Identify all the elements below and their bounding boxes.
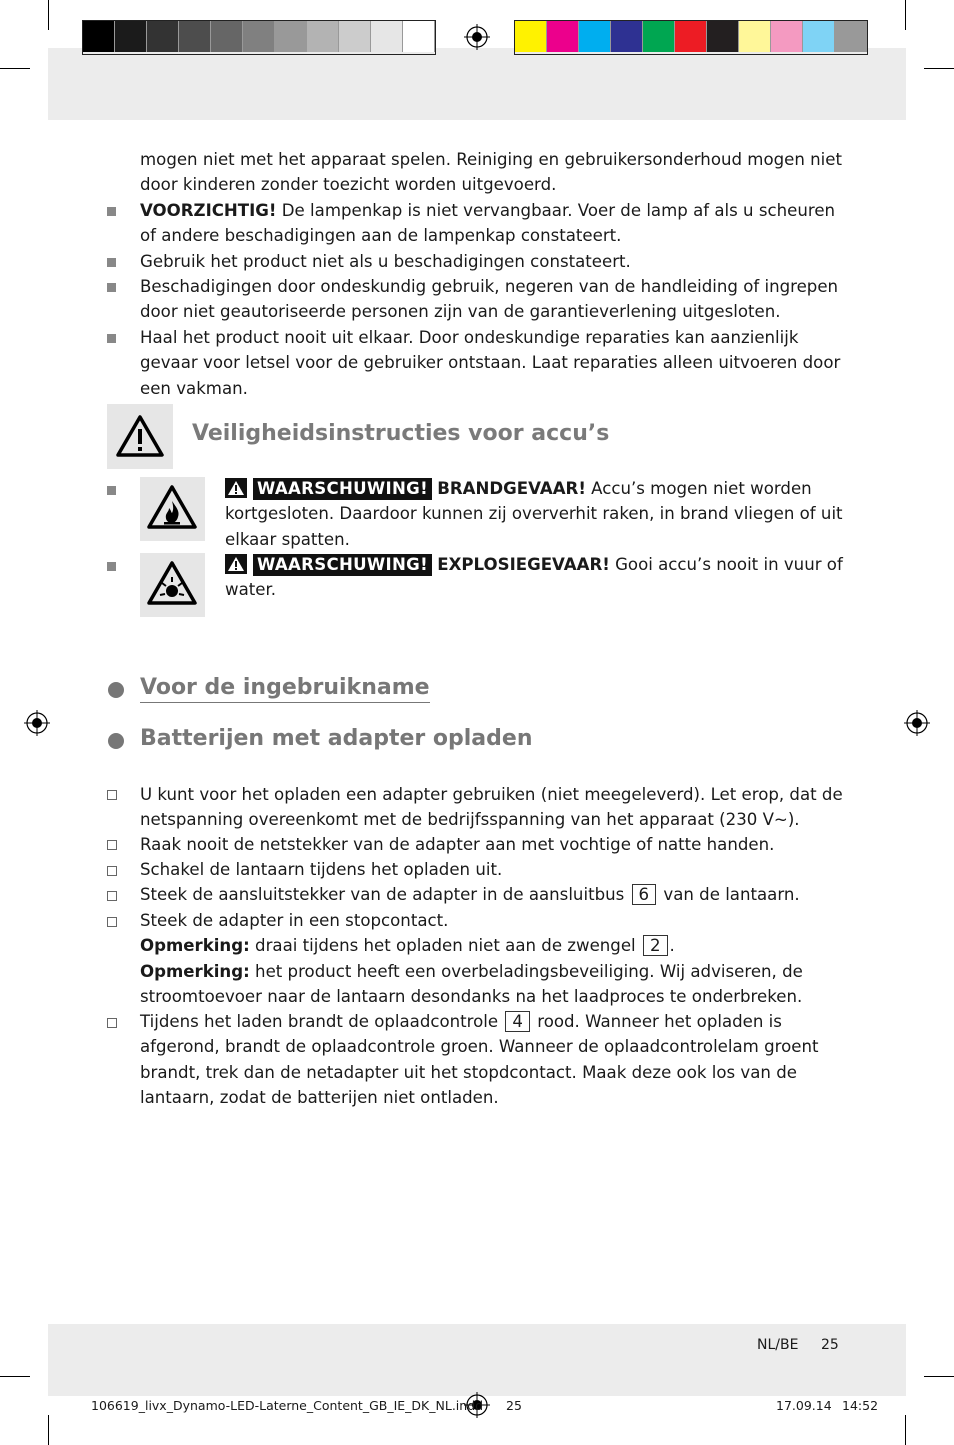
part-ref-4: 4: [505, 1011, 530, 1032]
bullet-damage: Gebruik het product niet als u beschadigingen constateert.: [140, 252, 631, 271]
color-swatch: [211, 21, 243, 52]
step-checkbox: [107, 790, 117, 800]
step-plug-in: Steek de aansluitstekker van de adapter in de aansluitbus 6 van de lantaarn.: [140, 885, 800, 904]
bullet-repair: Haal het product nooit uit elkaar. Door ondeskundige reparaties kan aanzienlijk gevaar voor letsel voor de gebruiker ontstaan. Laat reparaties alleen uitvoeren door een vakman.: [140, 328, 841, 398]
color-swatch: [643, 21, 675, 52]
warning-triangle-icon: [107, 404, 173, 469]
color-swatch: [515, 21, 547, 52]
color-swatch: [179, 21, 211, 52]
warning-explosion: WAARSCHUWING! EXPLOSIEGEVAAR! Gooi accu’s nooit in vuur of water.: [225, 555, 843, 600]
bullet-square: [107, 486, 116, 495]
color-swatch: [547, 21, 579, 52]
crop-mark: [905, 0, 906, 30]
crop-mark: [0, 1376, 30, 1377]
step-checkbox: [107, 891, 117, 901]
explosion-icon-box: [140, 553, 205, 617]
registration-mark-icon: [904, 710, 930, 736]
step-checkbox: [107, 917, 117, 927]
color-swatch: [675, 21, 707, 52]
footer-lang: NL/BE: [757, 1337, 799, 1353]
fire-icon: [140, 477, 205, 541]
color-swatch: [371, 21, 403, 52]
color-swatch: [611, 21, 643, 52]
gray-color-bar: [82, 20, 436, 55]
bullet-square: [107, 207, 116, 216]
warning-label: WAARSCHUWING!: [253, 554, 432, 576]
heading-dot: [108, 733, 124, 749]
explosion-icon: [140, 553, 205, 617]
heading-batterijen: Batterijen met adapter opladen: [140, 726, 533, 751]
crop-mark: [48, 1415, 49, 1445]
bullet-square: [107, 562, 116, 571]
registration-mark-icon: [24, 710, 50, 736]
crop-mark: [905, 1415, 906, 1445]
color-swatch: [307, 21, 339, 52]
crop-mark: [924, 68, 954, 69]
warning-icon-box: [107, 404, 173, 469]
section-title: Veiligheidsinstructies voor accu’s: [192, 421, 610, 446]
warning-small-icon: [225, 554, 247, 574]
bullet-square: [107, 283, 116, 292]
step-socket: Steek de adapter in een stopcontact. Opmerking: draai tijdens het opladen niet aan de zwengel 2 . Opmerking: het product heeft een overbeladingsbeveiliging. Wij adviseren, de stroomtoevoer naar de lantaarn desondanks na het laadproces te onderbreken.: [140, 911, 803, 1006]
slug-date: 17.09.14: [776, 1398, 832, 1413]
color-swatch: [339, 21, 371, 52]
color-swatch: [83, 21, 115, 52]
step-checkbox: [107, 1018, 117, 1028]
color-swatch: [771, 21, 803, 52]
color-swatch: [147, 21, 179, 52]
color-swatch: [403, 21, 435, 52]
part-ref-2: 2: [643, 935, 668, 956]
color-swatch: [803, 21, 835, 52]
crop-mark: [48, 0, 49, 30]
color-swatch: [243, 21, 275, 52]
bullet-square: [107, 258, 116, 267]
step-wet-hands: Raak nooit de netstekker van de adapter aan met vochtige of natte handen.: [140, 835, 775, 854]
slug-page: 25: [506, 1398, 522, 1413]
part-ref-6: 6: [632, 884, 657, 905]
footer-page-number: 25: [821, 1337, 839, 1353]
color-swatch: [579, 21, 611, 52]
intro-paragraph: mogen niet met het apparaat spelen. Reiniging en gebruikersonderhoud mogen niet door kinderen zonder toezicht worden uitgevoerd.: [140, 150, 842, 195]
crop-mark: [924, 1376, 954, 1377]
fire-icon-box: [140, 477, 205, 541]
color-swatch: [707, 21, 739, 52]
heading-ingebruikname: Voor de ingebruikname: [140, 675, 430, 703]
color-swatch: [835, 21, 867, 52]
footer-bar: [48, 1324, 906, 1396]
slug-filename: 106619_livx_Dynamo-LED-Laterne_Content_GB_IE_DK_NL.indd: [91, 1398, 484, 1413]
step-charge-indicator: Tijdens het laden brandt de oplaadcontrole 4 rood. Wanneer het opladen is afgerond, brandt de oplaadcontrole groen. Wanneer de oplaadcontrolelam groent brandt, trek dan de netadapter uit het stopdcontact. Maak deze ook los van de lantaarn, zodat de batterijen niet ontladen.: [140, 1012, 819, 1107]
process-color-bar: [514, 20, 868, 55]
crop-mark: [0, 68, 30, 69]
warning-small-icon: [225, 478, 247, 498]
step-checkbox: [107, 866, 117, 876]
step-adapter: U kunt voor het opladen een adapter gebruiken (niet meegeleverd). Let erop, dat de netspanning overeenkomt met de bedrijfsspanning van het apparaat (230 V~).: [140, 785, 843, 830]
color-swatch: [739, 21, 771, 52]
color-swatch: [275, 21, 307, 52]
bullet-square: [107, 334, 116, 343]
bullet-warranty: Beschadigingen door ondeskundig gebruik, negeren van de handleiding of ingrepen door niet geautoriseerde personen zijn van de garantieverlening uitgesloten.: [140, 277, 839, 322]
bullet-caution: VOORZICHTIG! De lampenkap is niet vervangbaar. Voer de lamp af als u scheuren of andere beschadigingen aan de lampenkap constateert.: [140, 201, 836, 246]
color-swatch: [115, 21, 147, 52]
step-checkbox: [107, 840, 117, 850]
step-switch-off: Schakel de lantaarn tijdens het opladen uit.: [140, 860, 503, 879]
header-bar: [48, 48, 906, 120]
warning-label: WAARSCHUWING!: [253, 478, 432, 500]
heading-dot: [108, 682, 124, 698]
registration-mark-icon: [464, 24, 490, 50]
warning-fire: WAARSCHUWING! BRANDGEVAAR! Accu’s mogen niet worden kortgesloten. Daardoor kunnen zij oververhit raken, in brand vliegen of uit elkaar spatten.: [225, 479, 843, 549]
slug-time: 14:52: [842, 1398, 879, 1413]
